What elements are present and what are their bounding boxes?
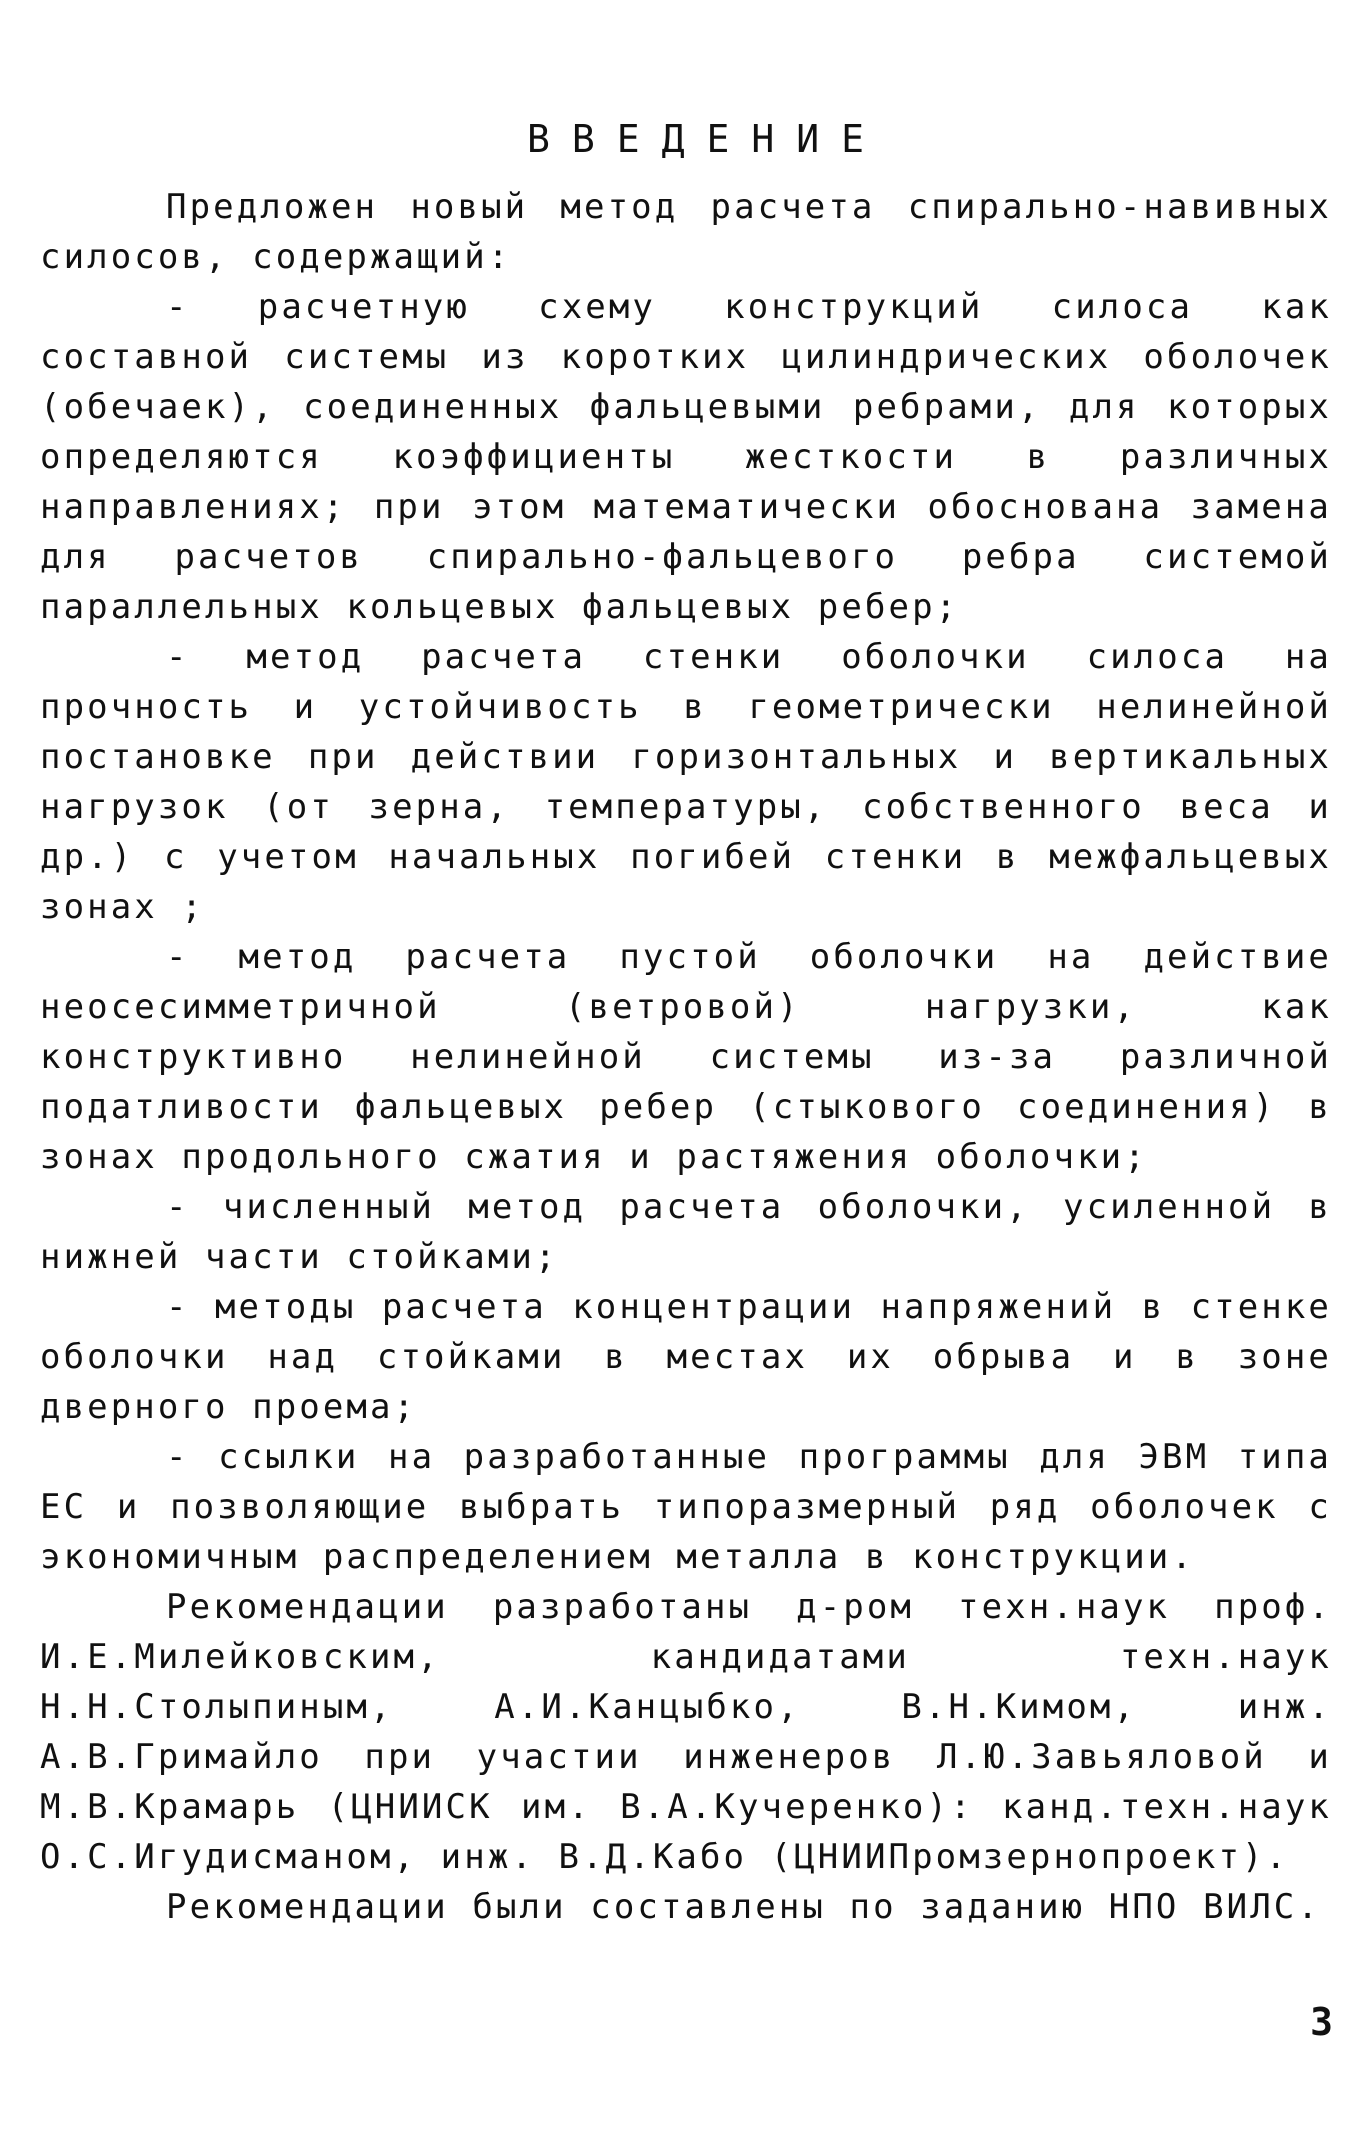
paragraph-wall-strength-method: - метод расчета стенки оболочки силоса на прочность и устойчивость в геометрически нелинейной постановке при действии горизонтальных и вертикальных нагрузок (от зерна, температуры, собственного веса и др.) с учетом начальных погибей стенки в межфальцевых зонах ; [40, 637, 1332, 927]
paragraph-wind-load-method: - метод расчета пустой оболочки на действие неосесимметричной (ветровой) нагрузки, как конструктивно нелинейной системы из-за различной податливости фальцевых ребер (стыкового соединения) в зонах продольного сжатия и растяжения оболочки; [40, 937, 1332, 1177]
page-number: 3 [1310, 2000, 1333, 2044]
paragraph-commission: Рекомендации были составлены по заданию НПО ВИЛС. [166, 1887, 1321, 1927]
paragraph-software-references: - ссылки на разработанные программы для ЭВМ типа ЕС и позволяющие выбрать типоразмерный ряд оболочек с экономичным распределением металла в конструкции. [40, 1437, 1332, 1577]
document-body [40, 182, 1332, 1932]
page-title: ВВЕДЕНИЕ [526, 117, 887, 162]
paragraph-calculation-scheme: - расчетную схему конструкций силоса как составной системы из коротких цилиндрических оболочек (обечаек), соединенных фальцевыми ребрами, для которых определяются коэффициенты жесткости в различных направлениях; при этом математически обоснована замена для расчетов спирально-фальцевого ребра системой параллельных кольцевых фальцевых ребер; [40, 287, 1332, 627]
paragraph-intro: Предложен новый метод расчета спирально-навивных силосов, содержащий: [40, 187, 1332, 277]
paragraph-authors: Рекомендации разработаны д-ром техн.наук проф. И.Е.Милейковским, кандидатами техн.наук Н.Н.Столыпиным, А.И.Канцыбко, В.Н.Кимом, инж. А.В.Гримайло при участии инженеров Л.Ю.Завьяловой и М.В.Крамарь (ЦНИИСК им. В.А.Кучеренко): канд.техн.наук О.С.Игудисманом, инж. В.Д.Кабо (ЦНИИПромзернопроект). [40, 1587, 1332, 1877]
paragraph-numerical-method: - численный метод расчета оболочки, усиленной в нижней части стойками; [40, 1187, 1332, 1277]
paragraph-stress-concentration: - методы расчета концентрации напряжений в стенке оболочки над стойками в местах их обрыва и в зоне дверного проема; [40, 1287, 1332, 1427]
